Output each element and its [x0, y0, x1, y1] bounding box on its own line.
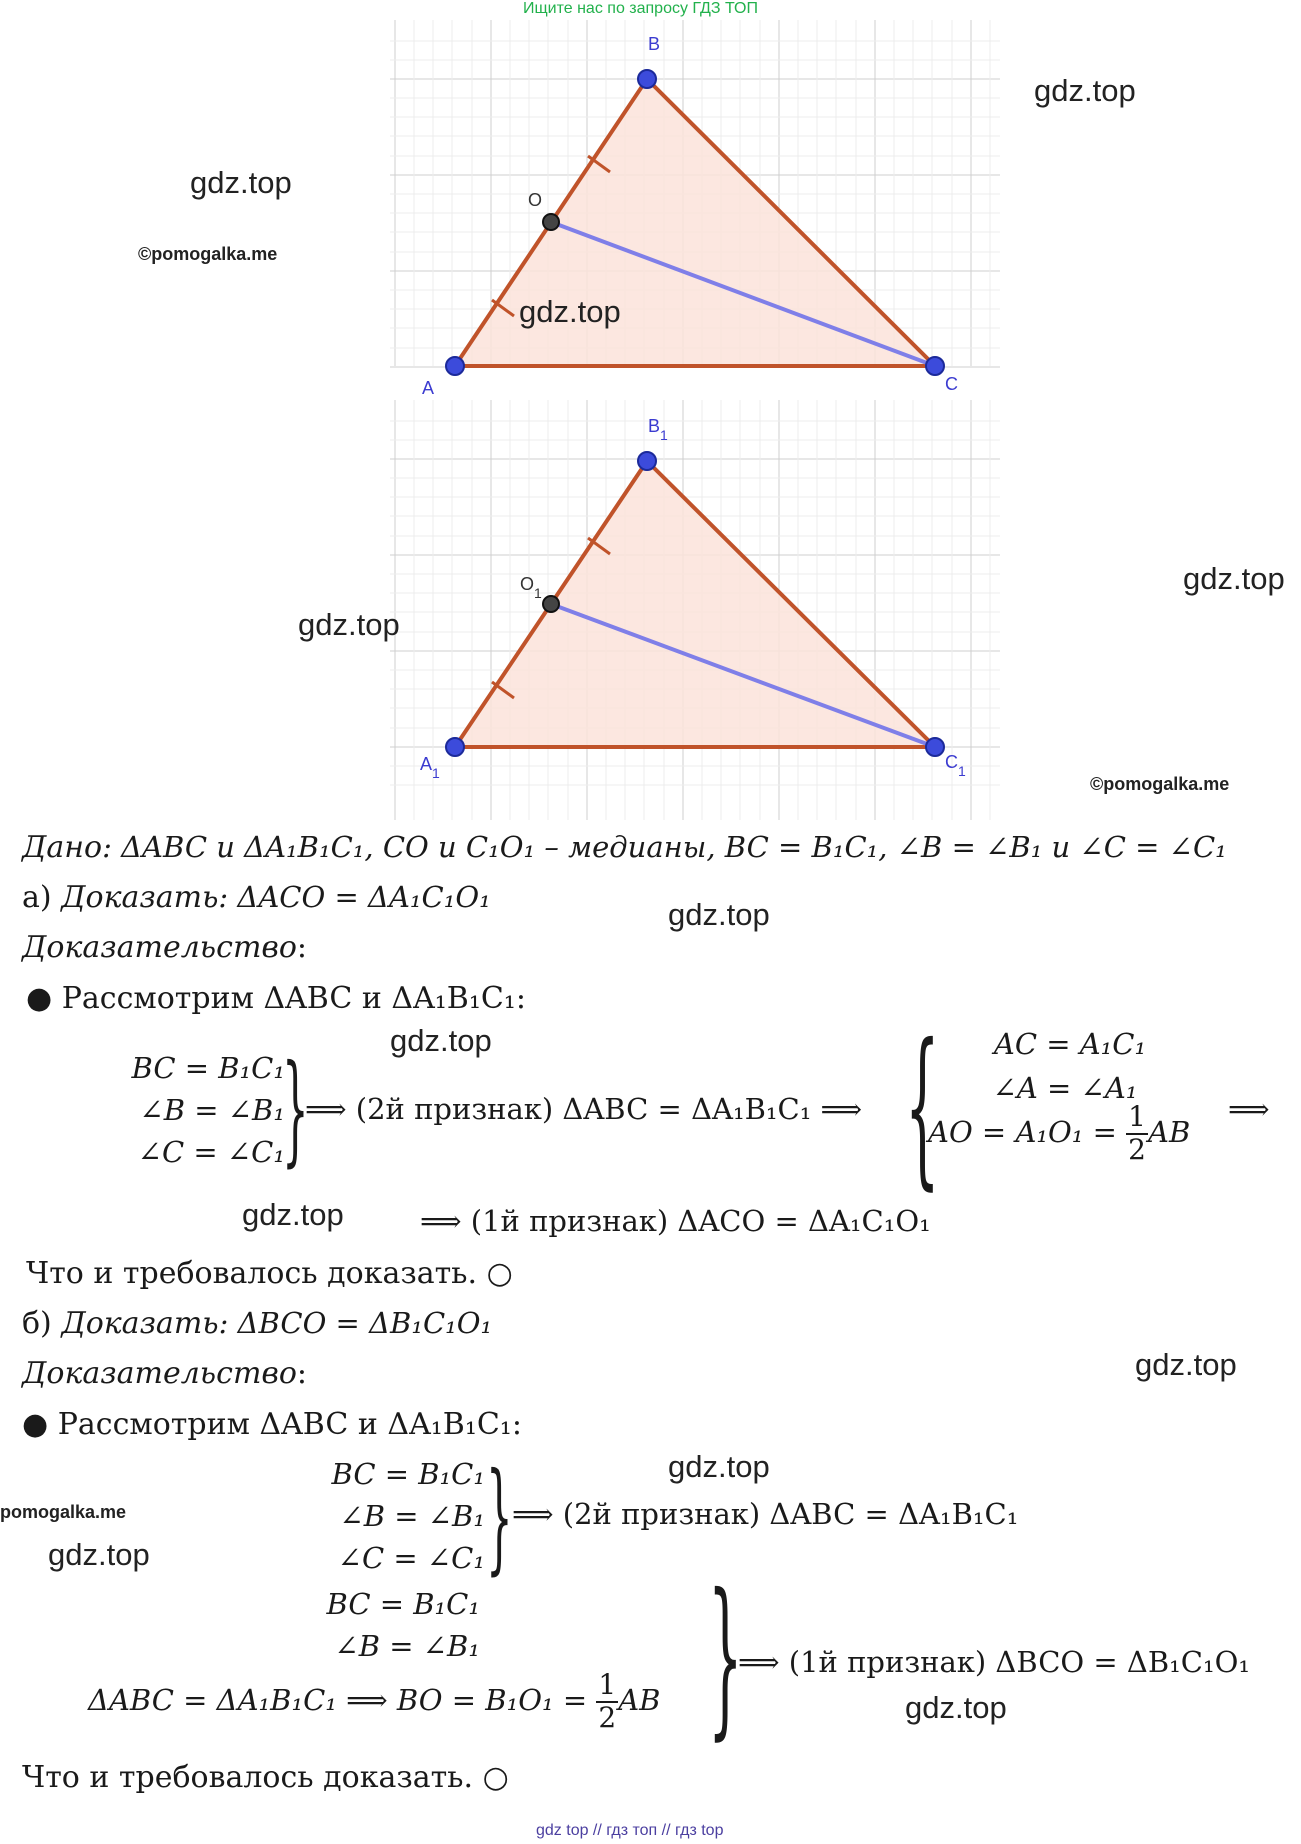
- numerator: 1: [1128, 1100, 1146, 1133]
- right-brace-icon: }: [708, 1558, 743, 1756]
- label-b: B: [648, 34, 661, 54]
- point-o1: [543, 596, 559, 612]
- part-b-bo-line: [88, 1670, 660, 1734]
- condition: ΔABC = ΔA₁B₁C₁ ⟹ BO = B₁O₁ =: [88, 1682, 588, 1717]
- given-line: [22, 830, 1227, 865]
- watermark-gdz: gdz.top: [1034, 73, 1136, 108]
- part-b-final: ⟹ (1й признак) ΔBCO = ΔB₁C₁O₁: [738, 1645, 1251, 1679]
- figure-triangle-a1b1c1: [390, 400, 1010, 820]
- watermark-gdz: gdz.top: [1183, 561, 1285, 596]
- point-b1: [638, 452, 656, 470]
- triangle-a1b1c1-fill: [455, 461, 935, 747]
- segment-ab: AB: [1148, 1114, 1191, 1149]
- fraction-half: [596, 1670, 618, 1734]
- label-a1: $A_1$: [420, 754, 440, 781]
- part-a-final: ⟹ (1й признак) ΔACO = ΔA₁C₁O₁: [420, 1204, 931, 1238]
- consider-text: Рассмотрим ΔABC и ΔA₁B₁C₁:: [61, 981, 526, 1016]
- consider-line: [22, 1407, 522, 1442]
- denominator: 2: [1128, 1132, 1146, 1166]
- watermark-gdz: gdz.top: [298, 607, 400, 642]
- point-o: [543, 214, 559, 230]
- bullet-icon: ●: [22, 1407, 49, 1442]
- condition: ∠B = ∠B₁: [334, 1629, 480, 1663]
- right-brace-icon: }: [282, 1040, 309, 1179]
- point-a: [446, 357, 464, 375]
- label-o1: $O_1$: [520, 574, 542, 601]
- point-b: [638, 70, 656, 88]
- watermark-gdz: gdz.top: [1135, 1347, 1237, 1382]
- condition: ∠B = ∠B₁: [139, 1093, 285, 1127]
- colon: :: [296, 1356, 308, 1391]
- bullet-icon: ●: [26, 981, 53, 1016]
- part-b-prefix: б): [22, 1306, 62, 1341]
- prove-label: Доказать: [61, 880, 219, 915]
- part-b-conditions-2: [290, 1583, 480, 1667]
- part-a-middle: ⟹ (2й признак) ΔABC = ΔA₁B₁C₁ ⟹: [305, 1092, 863, 1126]
- top-banner: Ищите нас по запросу ГДЗ ТОП: [523, 0, 758, 17]
- part-a-goal: [22, 880, 491, 915]
- point-a1: [446, 738, 464, 756]
- result: AC = A₁C₁: [993, 1027, 1147, 1061]
- proof-label: Доказательство: [22, 930, 297, 965]
- watermark-pomogalka: ©pomogalka.me: [138, 244, 278, 264]
- watermark-pomogalka: ©pomogalka.me: [1090, 774, 1230, 794]
- condition: ∠C = ∠C₁: [137, 1135, 285, 1169]
- watermark-gdz: gdz.top: [519, 294, 621, 329]
- segment-ab: AB: [618, 1682, 661, 1717]
- proof-label: Доказательство: [22, 1356, 297, 1391]
- condition: ∠B = ∠B₁: [339, 1499, 485, 1533]
- result: ∠A = ∠A₁: [992, 1071, 1138, 1105]
- given-body: : ΔABC и ΔA₁B₁C₁, CO и C₁O₁ – медианы, BC = B₁C₁, ∠B = ∠B₁ и ∠C = ∠C₁: [102, 830, 1227, 864]
- watermark-gdz: gdz.top: [905, 1690, 1007, 1725]
- point-c1: [926, 738, 944, 756]
- watermark-gdz: gdz.top: [668, 1449, 770, 1484]
- prove-label: Доказать: [61, 1306, 219, 1341]
- part-a-goal-text: : ΔACO = ΔA₁C₁O₁: [218, 880, 491, 914]
- label-c1: $C_1$: [945, 752, 966, 779]
- condition: BC = B₁C₁: [131, 1051, 285, 1085]
- proof-heading: [22, 1356, 307, 1391]
- watermark-gdz: gdz.top: [668, 897, 770, 932]
- part-b-middle: ⟹ (2й признак) ΔABC = ΔA₁B₁C₁: [512, 1497, 1019, 1531]
- watermark-pomogalka: pomogalka.me: [0, 1502, 127, 1522]
- implies-arrow: ⟹: [1228, 1092, 1270, 1126]
- qed-b: Что и требовалось доказать. ○: [22, 1760, 509, 1795]
- watermark-gdz: gdz.top: [190, 165, 292, 200]
- part-a-prefix: а): [22, 880, 62, 915]
- left-brace-icon: {: [905, 1008, 940, 1206]
- figure-triangle-abc: [390, 20, 1010, 398]
- part-b-goal-text: : ΔBCO = ΔB₁C₁O₁: [218, 1306, 493, 1340]
- given-label: Дано: [22, 830, 103, 865]
- numerator: 1: [598, 1668, 617, 1701]
- label-c: C: [945, 374, 958, 394]
- footer-links[interactable]: gdz top // гдз топ // гдз top: [536, 1822, 724, 1839]
- consider-text: Рассмотрим ΔABC и ΔA₁B₁C₁:: [57, 1407, 522, 1442]
- qed-a: Что и требовалось доказать. ○: [26, 1256, 513, 1291]
- label-o: O: [528, 190, 543, 210]
- label-a: A: [422, 378, 435, 398]
- condition: BC = B₁C₁: [326, 1587, 480, 1621]
- condition: BC = B₁C₁: [331, 1457, 485, 1491]
- part-a-conditions: [115, 1047, 285, 1173]
- part-a-ao-line: [928, 1102, 1190, 1166]
- right-brace-icon: }: [486, 1448, 513, 1587]
- label-b1: $B_1$: [648, 416, 668, 443]
- point-c: [926, 357, 944, 375]
- proof-heading: [22, 930, 307, 965]
- result: AO = A₁O₁ =: [928, 1114, 1117, 1149]
- denominator: 2: [598, 1700, 617, 1734]
- part-b-goal: [22, 1306, 492, 1341]
- watermark-gdz: gdz.top: [242, 1197, 344, 1232]
- watermark-gdz: gdz.top: [48, 1537, 150, 1572]
- consider-line: [26, 981, 526, 1016]
- part-a-results: [920, 1022, 1180, 1110]
- condition: ∠C = ∠C₁: [337, 1541, 485, 1575]
- colon: :: [296, 930, 308, 965]
- fraction-half: [1126, 1102, 1148, 1166]
- watermark-gdz: gdz.top: [390, 1023, 492, 1058]
- part-b-conditions: [300, 1453, 485, 1579]
